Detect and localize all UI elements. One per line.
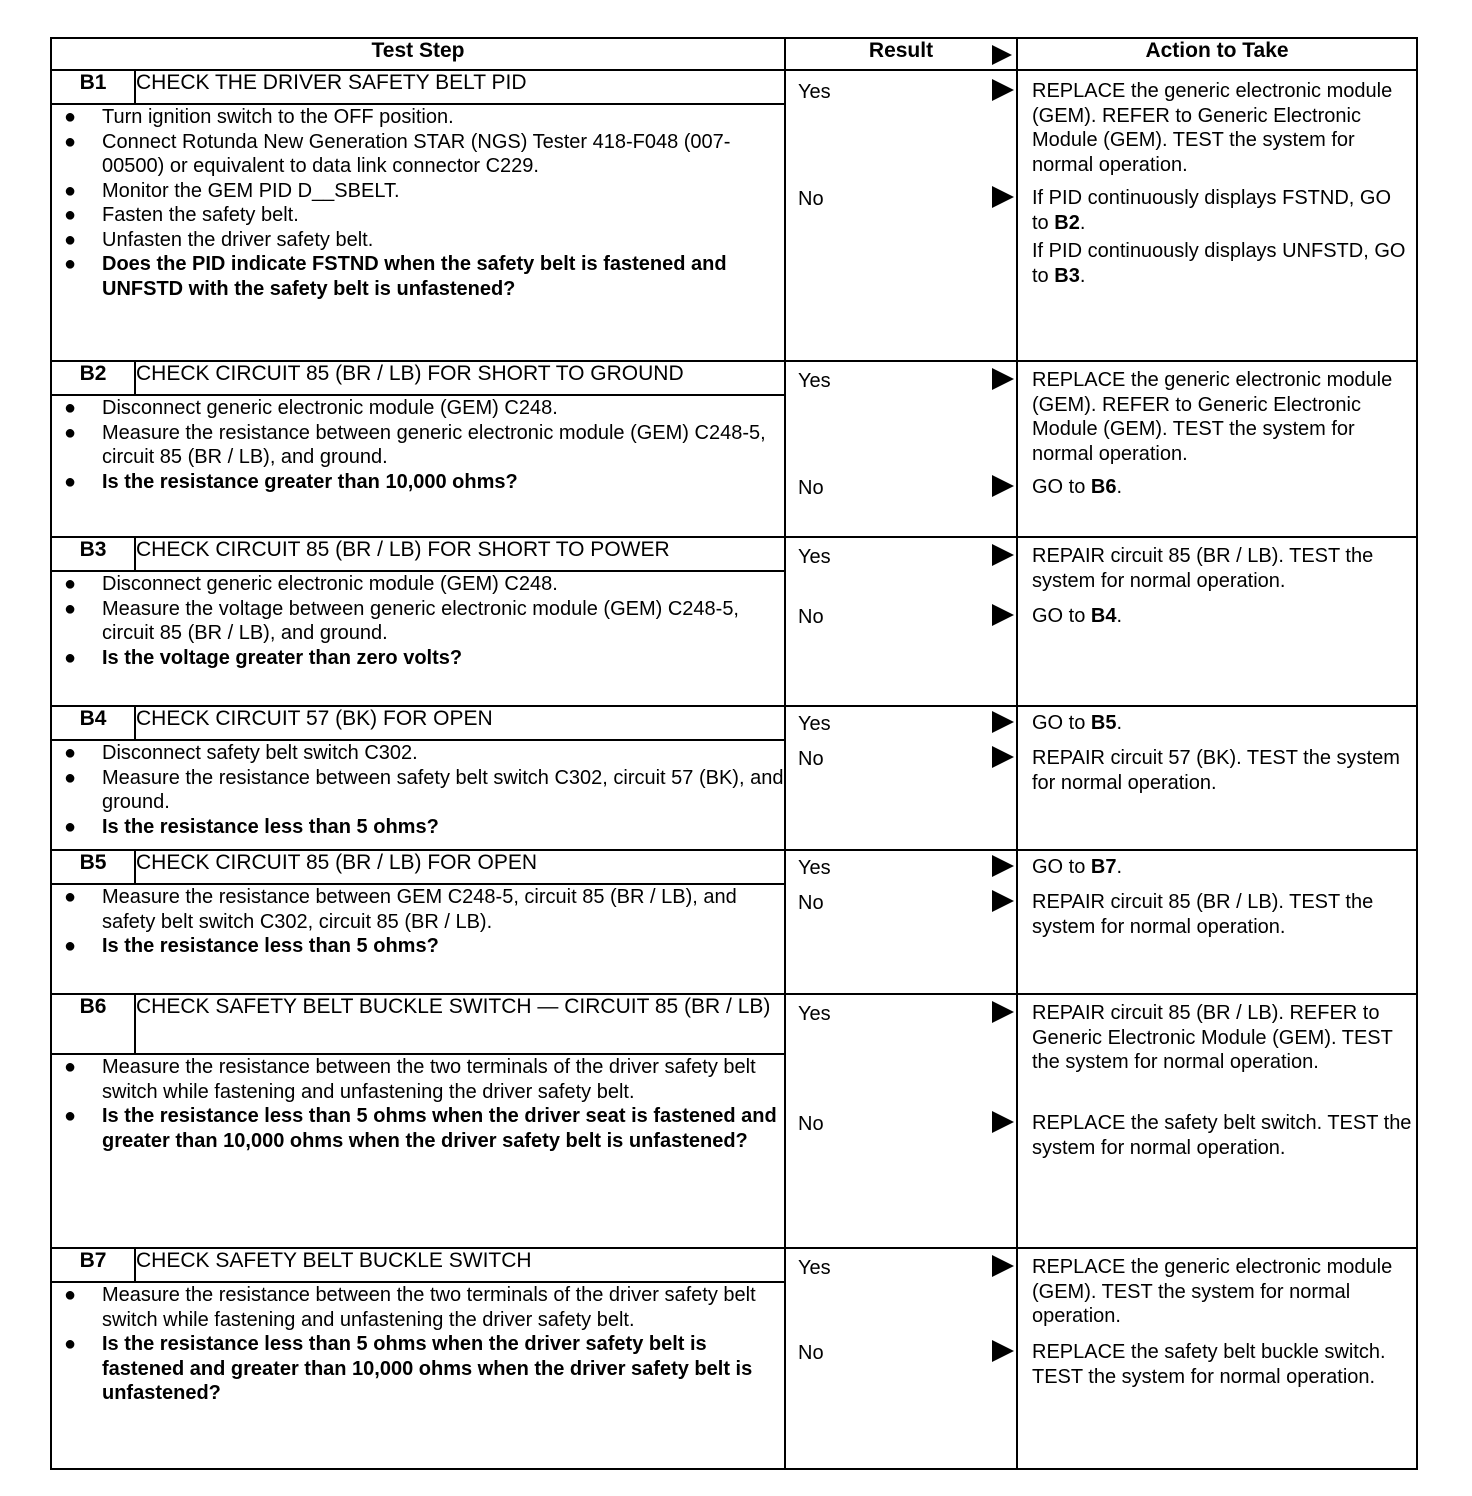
instruction-text: Unfasten the driver safety belt. [102,228,374,251]
arrow-right-icon [992,186,1014,208]
arrow-right-icon [992,79,1014,101]
step-instructions [51,1282,785,1469]
action-no [1032,475,1412,504]
action-text: REPLACE the generic electronic module (GEM). REFER to Generic Electronic Module (GEM). TEST the system for normal operation. [1032,80,1393,176]
instruction-text: Connect Rotunda New Generation STAR (NGS) Tester 418-F048 (007-00500) or equivalent to data link connector C229. [102,130,731,177]
bullet-icon: ● [64,130,77,153]
action-text: REPAIR circuit 57 (BK). TEST the system for normal operation. [1032,747,1400,794]
action-suffix: . [1079,264,1086,287]
result-no: No [798,606,824,628]
instruction-list [52,741,784,839]
result-no: No [798,1113,824,1135]
action-cell [1017,1248,1417,1469]
arrow-right-icon [992,1340,1014,1362]
result-cell [785,850,1017,994]
action-cell [1017,850,1417,994]
action-prefix: GO to [1032,712,1091,734]
action-header: Action to Take [1017,38,1417,70]
instruction-list [52,885,784,959]
action-yes [1032,1255,1412,1333]
step-instructions [51,884,785,994]
question-text: Is the resistance less than 5 ohms? [102,815,439,838]
question-text: Is the voltage greater than zero volts? [102,646,463,669]
pinpoint-test-table [50,37,1418,1470]
action-text: REPLACE the safety belt switch. TEST the system for normal operation. [1032,1112,1412,1159]
result-yes: Yes [798,370,831,392]
action-yes [1032,79,1412,181]
bullet-icon: ● [64,253,77,275]
step-title: CHECK CIRCUIT 85 (BR / LB) FOR SHORT TO POWER [135,537,785,571]
step-id-b7: B7 [51,1248,135,1282]
diagnostic-procedure [50,37,1416,1470]
action-text [1032,186,1412,235]
step-title-row [51,994,1417,1054]
result-yes: Yes [798,546,831,568]
arrow-right-icon [992,45,1012,65]
arrow-right-icon [992,855,1014,877]
step-id-b3: B3 [51,537,135,571]
result-cell [785,361,1017,537]
instruction-item [52,572,784,597]
action-yes [1032,855,1412,884]
step-title-row [51,537,1417,571]
step-id-b1: B1 [51,70,135,104]
action-suffix: . [1079,211,1086,234]
step-reference-link[interactable]: B4 [1090,605,1117,627]
action-no [1032,890,1412,943]
question-item [52,470,784,495]
result-no: No [798,477,824,499]
instruction-item [52,179,784,204]
step-id-b4: B4 [51,706,135,740]
step-instructions [51,571,785,706]
action-no [1032,746,1412,799]
instruction-item [52,203,784,228]
result-no: No [798,892,824,914]
instruction-text: Measure the resistance between generic electronic module (GEM) C248-5, circuit 85 (BR / LB), and ground. [102,421,766,468]
step-instructions [51,395,785,537]
arrow-right-icon [992,890,1014,912]
instruction-item [52,885,784,934]
instruction-list [52,105,784,301]
step-id-b6: B6 [51,994,135,1054]
step-title: CHECK CIRCUIT 85 (BR / LB) FOR OPEN [135,850,785,884]
bullet-icon: ● [64,886,77,908]
result-yes: Yes [798,857,831,879]
instruction-text: Monitor the GEM PID D__SBELT. [102,179,400,202]
action-text: REPAIR circuit 85 (BR / LB). REFER to Generic Electronic Module (GEM). TEST the system for normal operation. [1032,1002,1393,1073]
bullet-icon: ● [64,421,77,444]
action-text [1032,855,1412,880]
bullet-icon: ● [64,646,77,669]
instruction-list [52,396,784,494]
action-text: REPLACE the safety belt buckle switch. TEST the system for normal operation. [1032,1341,1386,1388]
question-text: Is the resistance less than 5 ohms when the driver seat is fastened and greater than 10,000 ohms when the driver safety belt is unfastened? [102,1105,777,1152]
instruction-item [52,228,784,253]
question-item [52,1104,784,1153]
arrow-right-icon [992,1111,1014,1133]
instruction-text: Disconnect safety belt switch C302. [102,742,418,764]
action-text: REPLACE the generic electronic module (GEM). TEST the system for normal operation. [1032,1256,1393,1327]
action-text: REPAIR circuit 85 (BR / LB). TEST the system for normal operation. [1032,891,1374,938]
result-yes: Yes [798,713,831,735]
action-cell [1017,361,1417,537]
result-no: No [798,188,824,210]
instruction-list [52,572,784,670]
result-no: No [798,748,824,770]
instruction-text: Measure the voltage between generic electronic module (GEM) C248-5, circuit 85 (BR / LB), and ground. [102,597,739,644]
action-yes [1032,544,1412,597]
step-title: CHECK SAFETY BELT BUCKLE SWITCH — CIRCUIT 85 (BR / LB) [135,994,785,1054]
action-suffix: . [1116,605,1123,627]
instruction-item [52,766,784,815]
step-reference-link[interactable]: B7 [1090,856,1117,878]
bullet-icon: ● [64,597,77,620]
result-cell [785,1248,1017,1469]
step-id-b5: B5 [51,850,135,884]
action-text [1032,604,1412,629]
step-title: CHECK SAFETY BELT BUCKLE SWITCH [135,1248,785,1282]
step-reference-link[interactable]: B5 [1090,712,1117,734]
bullet-icon: ● [64,470,77,493]
step-title-row [51,1248,1417,1282]
step-title-row [51,850,1417,884]
question-text: Is the resistance less than 5 ohms when the driver safety belt is fastened and greater than 10,000 ohms when the driver safety belt is unfastened? [102,1333,753,1404]
bullet-icon: ● [64,204,77,226]
bullet-icon: ● [64,397,77,419]
action-prefix: GO to [1032,856,1091,878]
arrow-right-icon [992,711,1014,733]
bullet-icon: ● [64,228,77,251]
instruction-text: Disconnect generic electronic module (GEM) C248. [102,573,558,595]
action-cell [1017,70,1417,361]
arrow-right-icon [992,1255,1014,1277]
question-text: Is the resistance greater than 10,000 ohms? [102,470,518,493]
action-cell [1017,994,1417,1248]
action-no [1032,186,1412,292]
action-yes [1032,711,1412,740]
step-instructions [51,740,785,850]
question-item [52,646,784,671]
action-cell [1017,706,1417,850]
instruction-item [52,1283,784,1332]
result-header [785,38,1017,70]
step-title: CHECK CIRCUIT 85 (BR / LB) FOR SHORT TO GROUND [135,361,785,395]
result-cell [785,994,1017,1248]
bullet-icon: ● [64,742,77,764]
action-suffix: . [1116,476,1123,498]
action-text: REPAIR circuit 85 (BR / LB). TEST the system for normal operation. [1032,545,1374,592]
bullet-icon: ● [64,1056,77,1078]
step-reference-link[interactable]: B3 [1054,264,1080,287]
instruction-list [52,1055,784,1153]
action-prefix: GO to [1032,476,1091,498]
test-step-header: Test Step [51,38,785,70]
bullet-icon: ● [64,179,77,202]
arrow-right-icon [992,604,1014,626]
step-title-row [51,361,1417,395]
bullet-icon: ● [64,1105,77,1127]
bullet-icon: ● [64,573,77,595]
step-reference-link[interactable]: B2 [1054,211,1080,234]
question-text: Is the resistance less than 5 ohms? [102,935,439,957]
instruction-text: Measure the resistance between safety belt switch C302, circuit 57 (BK), and ground. [102,766,784,813]
step-title: CHECK CIRCUIT 57 (BK) FOR OPEN [135,706,785,740]
action-suffix: . [1116,856,1123,878]
question-item [52,815,784,840]
instruction-text: Measure the resistance between the two terminals of the driver safety belt switch while fastening and unfastening the driver safety belt. [102,1284,756,1331]
action-prefix: If PID continuously displays UNFSTD, GO to [1032,240,1406,287]
arrow-right-icon [992,1001,1014,1023]
result-yes: Yes [798,1257,831,1279]
result-cell [785,70,1017,361]
question-text: Does the PID indicate FSTND when the safety belt is fastened and UNFSTD with the safety belt is unfastened? [102,253,727,300]
arrow-right-icon [992,475,1014,497]
arrow-right-icon [992,544,1014,566]
arrow-right-icon [992,746,1014,768]
instruction-text: Turn ignition switch to the OFF position. [102,106,454,128]
result-cell [785,537,1017,706]
bullet-icon: ● [64,815,77,838]
instruction-item [52,396,784,421]
result-yes: Yes [798,1003,831,1025]
action-text [1032,475,1412,500]
instruction-item [52,741,784,766]
action-no [1032,1340,1412,1393]
bullet-icon: ● [64,766,77,789]
action-prefix: GO to [1032,605,1091,627]
action-text [1032,711,1412,736]
action-yes [1032,368,1412,470]
step-instructions [51,104,785,361]
bullet-icon: ● [64,106,77,128]
step-title: CHECK THE DRIVER SAFETY BELT PID [135,70,785,104]
step-reference-link[interactable]: B6 [1090,476,1117,498]
result-cell [785,706,1017,850]
question-item [52,934,784,959]
action-no [1032,604,1412,633]
instruction-item [52,597,784,646]
step-id-b2: B2 [51,361,135,395]
action-prefix: If PID continuously displays FSTND, GO to [1032,187,1392,234]
result-yes: Yes [798,81,831,103]
action-no [1032,1111,1412,1164]
question-item [52,1332,784,1406]
action-suffix: . [1116,712,1123,734]
bullet-icon: ● [64,1284,77,1306]
step-title-row [51,70,1417,104]
step-instructions [51,1054,785,1248]
instruction-text: Measure the resistance between the two terminals of the driver safety belt switch while fastening and unfastening the driver safety belt. [102,1056,756,1103]
instruction-text: Measure the resistance between GEM C248-5, circuit 85 (BR / LB), and safety belt switch C302, circuit 85 (BR / LB). [102,886,737,933]
action-yes [1032,1001,1412,1079]
instruction-list [52,1283,784,1406]
result-header-label: Result [868,39,934,62]
instruction-text: Disconnect generic electronic module (GEM) C248. [102,397,558,419]
header-row [51,38,1417,70]
instruction-item [52,105,784,130]
action-text [1032,239,1412,288]
result-no: No [798,1342,824,1364]
instruction-item [52,130,784,179]
question-item [52,252,784,301]
step-title-row [51,706,1417,740]
action-cell [1017,537,1417,706]
bullet-icon: ● [64,1333,77,1355]
instruction-item [52,1055,784,1104]
action-text: REPLACE the generic electronic module (GEM). REFER to Generic Electronic Module (GEM). TEST the system for normal operation. [1032,369,1393,465]
arrow-right-icon [992,368,1014,390]
bullet-icon: ● [64,935,77,957]
instruction-item [52,421,784,470]
instruction-text: Fasten the safety belt. [102,204,299,226]
